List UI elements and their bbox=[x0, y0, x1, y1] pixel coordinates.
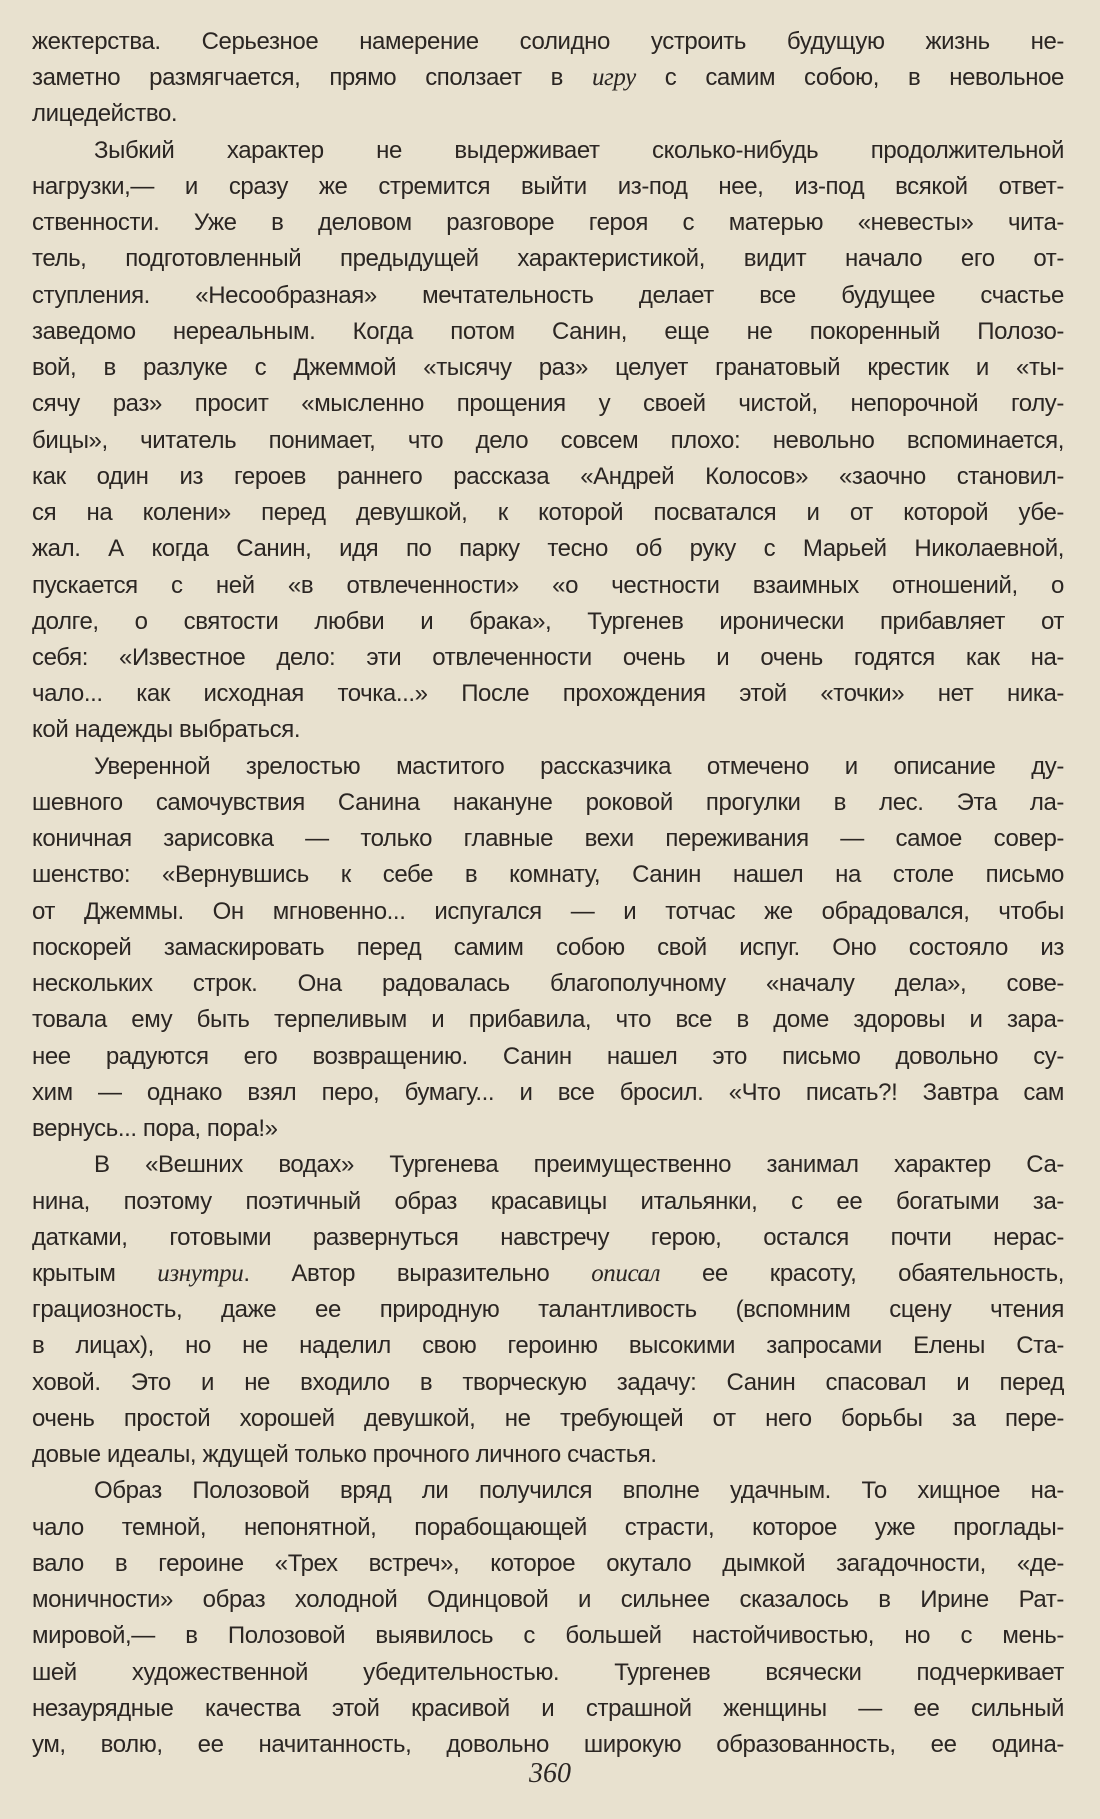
text-segment: очень простой хорошей девушкой, не требующей от него борьбы за пере- bbox=[32, 1404, 1064, 1432]
text-segment: товала ему быть терпеливым и прибавила, что все в доме здоровы и зара- bbox=[32, 1006, 1064, 1034]
text-segment: в лицах), но не наделил свою героиню высокими запросами Елены Ста- bbox=[32, 1332, 1064, 1360]
text-line bbox=[32, 1510, 1064, 1546]
text-segment: тель, подготовленный предыдущей характеристикой, видит начало его от- bbox=[32, 245, 1064, 273]
text-segment: поскорей замаскировать перед самим собою свой испуг. Оно состояло из bbox=[32, 933, 1064, 961]
text-segment: нина, поэтому поэтичный образ красавицы итальянки, с ее богатыми за- bbox=[32, 1187, 1064, 1215]
text-segment: долге, о святости любви и брака», Тургенев иронически прибавляет от bbox=[32, 607, 1064, 635]
text-segment: как один из героев раннего рассказа «Андрей Колосов» «заочно становил- bbox=[32, 462, 1064, 490]
text-segment: себя: «Известное дело: эти отвлеченности очень и очень годятся как на- bbox=[32, 643, 1064, 671]
paragraph-first-line bbox=[32, 1147, 1064, 1183]
text-line bbox=[32, 568, 1064, 604]
text-line bbox=[32, 459, 1064, 495]
page-number: 360 bbox=[529, 1758, 571, 1789]
text-line bbox=[32, 1401, 1064, 1437]
italic-emphasis: описал bbox=[591, 1259, 661, 1287]
paragraph-first-line bbox=[32, 133, 1064, 169]
text-segment: моничности» образ холодной Одинцовой и сильнее сказалось в Ирине Рат- bbox=[32, 1586, 1064, 1614]
text-line bbox=[32, 314, 1064, 350]
text-segment: шевного самочувствия Санина накануне роковой прогулки в лес. Эта ла- bbox=[32, 788, 1064, 816]
text-segment: вало в героине «Трех встреч», которое окутало дымкой загадочности, «де- bbox=[32, 1549, 1064, 1577]
text-segment: Уверенной зрелостью маститого рассказчика отмечено и описание ду- bbox=[94, 752, 1064, 780]
text-segment: незаурядные качества этой красивой и страшной женщины — ее сильный bbox=[32, 1694, 1064, 1722]
text-line bbox=[32, 930, 1064, 966]
text-line bbox=[32, 1655, 1064, 1691]
text-segment: ее красоту, обаятельность, bbox=[660, 1259, 1065, 1287]
text-line bbox=[32, 712, 1064, 748]
paragraph-first-line bbox=[32, 749, 1064, 785]
text-line bbox=[32, 1075, 1064, 1111]
text-line bbox=[32, 1256, 1064, 1292]
text-segment: жал. А когда Санин, идя по парку тесно об руку с Марьей Николаевной, bbox=[32, 535, 1064, 563]
text-segment: Образ Полозовой вряд ли получился вполне удачным. То хищное на- bbox=[94, 1477, 1064, 1505]
text-line bbox=[32, 1691, 1064, 1727]
text-line bbox=[32, 60, 1064, 96]
text-line bbox=[32, 205, 1064, 241]
text-segment: вернусь... пора, пора!» bbox=[32, 1115, 278, 1143]
text-segment: мировой,— в Полозовой выявилось с большей настойчивостью, но с мень- bbox=[32, 1622, 1064, 1650]
text-line bbox=[32, 1184, 1064, 1220]
text-segment: Зыбкий характер не выдерживает сколько-нибудь продолжительной bbox=[94, 136, 1064, 164]
italic-emphasis: игру bbox=[591, 64, 636, 92]
text-segment: довые идеалы, ждущей только прочного личного счастья. bbox=[32, 1441, 657, 1469]
text-line bbox=[32, 495, 1064, 531]
text-segment: грациозность, даже ее природную талантливость (вспомним сцену чтения bbox=[32, 1296, 1064, 1324]
text-line bbox=[32, 604, 1064, 640]
text-line bbox=[32, 1328, 1064, 1364]
text-segment: лицедейство. bbox=[32, 100, 178, 128]
text-segment: заметно размягчается, прямо сползает в bbox=[32, 64, 592, 92]
text-segment: пускается с ней «в отвлеченности» «о честности взаимных отношений, о bbox=[32, 571, 1064, 599]
text-segment: чало темной, непонятной, порабощающей страсти, которое уже проглады- bbox=[32, 1513, 1064, 1541]
text-segment: жектерства. Серьезное намерение солидно устроить будущую жизнь не- bbox=[32, 28, 1064, 55]
text-line bbox=[32, 640, 1064, 676]
text-segment: коничная зарисовка — только главные вехи переживания — самое совер- bbox=[32, 825, 1064, 853]
text-segment: . Автор выразительно bbox=[243, 1259, 592, 1287]
text-line bbox=[32, 1039, 1064, 1075]
text-line bbox=[32, 821, 1064, 857]
text-segment: датками, готовыми развернуться навстречу герою, остался почти нерас- bbox=[32, 1223, 1064, 1251]
text-line bbox=[32, 423, 1064, 459]
text-segment: В «Вешних водах» Тургенева преимущественно занимал характер Са- bbox=[94, 1151, 1064, 1179]
text-line bbox=[32, 1437, 1064, 1473]
text-line bbox=[32, 1292, 1064, 1328]
text-segment: шей художественной убедительностью. Тургенев всячески подчеркивает bbox=[32, 1658, 1064, 1686]
text-line bbox=[32, 241, 1064, 277]
text-line bbox=[32, 966, 1064, 1002]
text-segment: ся на колени» перед девушкой, к которой посватался и от которой убе- bbox=[32, 499, 1064, 527]
text-segment: сячу раз» просит «мысленно прощения у своей чистой, непорочной голу- bbox=[32, 390, 1064, 418]
text-line bbox=[32, 1002, 1064, 1038]
italic-emphasis: изнутри bbox=[157, 1259, 244, 1287]
text-segment: вой, в разлуке с Джеммой «тысячу раз» целует гранатовый крестик и «ты- bbox=[32, 354, 1064, 382]
text-line bbox=[32, 785, 1064, 821]
text-segment: шенство: «Вернувшись к себе в комнату, Санин нашел на столе письмо bbox=[32, 861, 1064, 889]
text-segment: бицы», читатель понимает, что дело совсем плохо: невольно вспоминается, bbox=[32, 426, 1064, 454]
text-line bbox=[32, 1546, 1064, 1582]
text-segment: крытым bbox=[32, 1259, 158, 1287]
text-segment: хим — однако взял перо, бумагу... и все бросил. «Что писать?! Завтра сам bbox=[32, 1078, 1064, 1106]
text-segment: кой надежды выбраться. bbox=[32, 716, 301, 744]
text-line bbox=[32, 676, 1064, 712]
text-segment: ственности. Уже в деловом разговоре героя с матерью «невесты» чита- bbox=[32, 209, 1064, 237]
text-line bbox=[32, 350, 1064, 386]
text-line bbox=[32, 531, 1064, 567]
text-segment: ступления. «Несообразная» мечтательность делает все будущее счастье bbox=[32, 281, 1064, 309]
text-segment: ум, волю, ее начитанность, довольно широкую образованность, ее одина- bbox=[32, 1731, 1064, 1759]
text-segment: заведомо нереальным. Когда потом Санин, еще не покоренный Полозо- bbox=[32, 317, 1064, 345]
text-line bbox=[32, 894, 1064, 930]
text-line bbox=[32, 1582, 1064, 1618]
text-segment: с самим собою, в невольное bbox=[635, 64, 1064, 92]
text-segment: чало... как исходная точка...» После прохождения этой «точки» нет ника- bbox=[32, 680, 1064, 708]
text-segment: нее радуются его возвращению. Санин нашел это письмо довольно су- bbox=[32, 1042, 1064, 1070]
text-line bbox=[32, 169, 1064, 205]
text-line bbox=[32, 278, 1064, 314]
text-line bbox=[32, 386, 1064, 422]
text-segment: нагрузки,— и сразу же стремится выйти из-под нее, из-под всякой ответ- bbox=[32, 172, 1064, 200]
paragraph-first-line bbox=[32, 1473, 1064, 1509]
text-line bbox=[32, 1365, 1064, 1401]
text-line bbox=[32, 1220, 1064, 1256]
text-segment: от Джеммы. Он мгновенно... испугался — и тотчас же обрадовался, чтобы bbox=[32, 897, 1064, 925]
text-segment: ховой. Это и не входило в творческую задачу: Санин спасовал и перед bbox=[32, 1368, 1064, 1396]
text-line bbox=[32, 857, 1064, 893]
text-segment: нескольких строк. Она радовалась благополучному «началу дела», сове- bbox=[32, 970, 1064, 998]
page-body-text bbox=[32, 24, 1064, 1763]
text-line bbox=[32, 1111, 1064, 1147]
text-line bbox=[32, 1618, 1064, 1654]
text-line bbox=[32, 24, 1064, 60]
text-line bbox=[32, 96, 1064, 132]
